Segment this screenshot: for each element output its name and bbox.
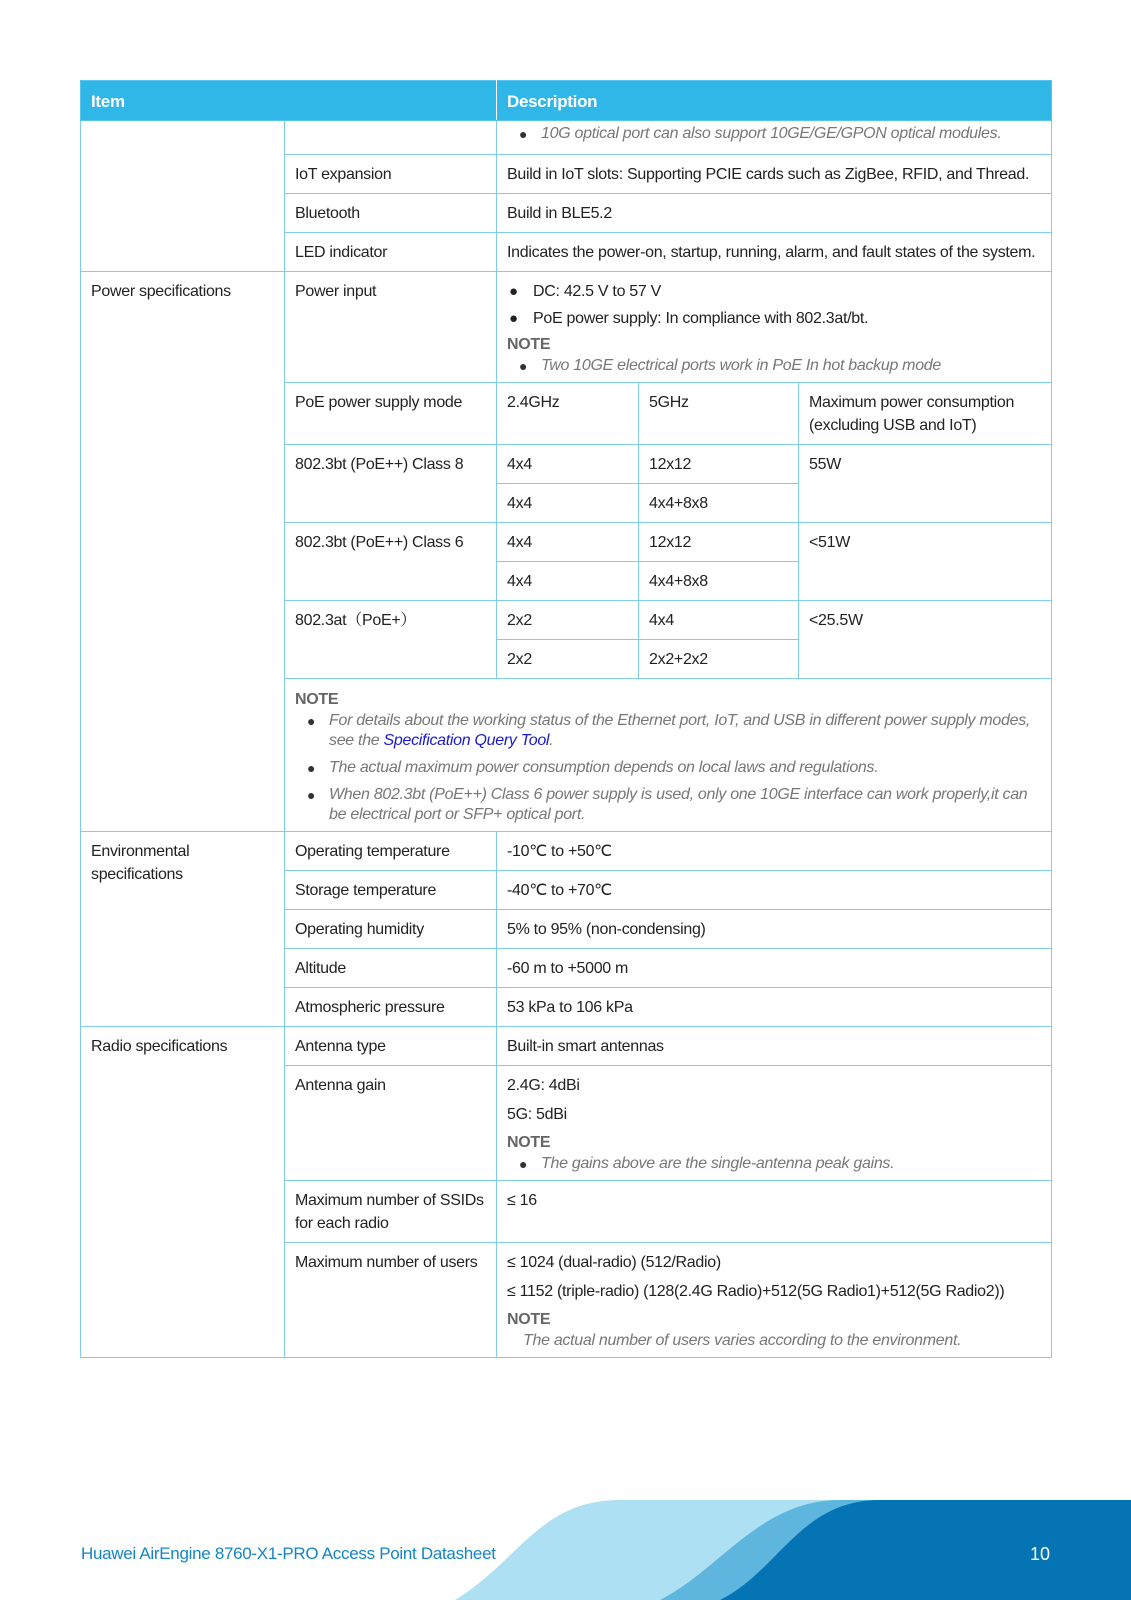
bullet-icon: ●: [519, 126, 528, 142]
table-row: [81, 1027, 1052, 1066]
poe-max-power: 55W: [799, 445, 1052, 523]
item-name: Atmospheric pressure: [285, 988, 497, 1027]
poe-24ghz: 4x4: [497, 484, 639, 523]
note-item: ● 10G optical port can also support 10GE/GE/GPON optical modules.: [519, 125, 1002, 142]
note-item: ● Two 10GE electrical ports work in PoE In hot backup mode: [519, 357, 942, 374]
users-dual-radio: ≤ 1024 (dual-radio) (512/Radio): [507, 1254, 721, 1271]
item-value: -60 m to +5000 m: [497, 949, 1052, 988]
specifications-table: [80, 80, 1052, 1358]
item-value: [497, 272, 1052, 383]
item-value: Built-in smart antennas: [497, 1027, 1052, 1066]
category-radio: Radio specifications: [81, 1027, 285, 1358]
footer-wave-graphic: [0, 1480, 1131, 1600]
poe-header-max-power: Maximum power consumption (excluding USB and IoT): [799, 383, 1052, 445]
item-name: LED indicator: [285, 233, 497, 272]
item-value: Indicates the power-on, startup, running, alarm, and fault states of the system.: [497, 233, 1052, 272]
poe-24ghz: 4x4: [497, 562, 639, 601]
poe-header-5ghz: 5GHz: [639, 383, 799, 445]
poe-header-24ghz: 2.4GHz: [497, 383, 639, 445]
header-item: Item: [81, 81, 497, 121]
description-cell: [497, 121, 1052, 155]
category-environmental: Environmental specifications: [81, 832, 285, 1027]
category-cell-empty: [81, 121, 285, 272]
poe-24ghz: 4x4: [497, 523, 639, 562]
bullet-icon: ●: [509, 283, 518, 300]
bullet-icon: ●: [307, 760, 316, 776]
poe-header-mode: PoE power supply mode: [285, 383, 497, 445]
poe-mode: 802.3bt (PoE++) Class 8: [285, 445, 497, 523]
item-name: Antenna type: [285, 1027, 497, 1066]
item-value: [497, 1066, 1052, 1181]
item-value: Build in IoT slots: Supporting PCIE cards such as ZigBee, RFID, and Thread.: [497, 155, 1052, 194]
list-item: ● PoE power supply: In compliance with 802.3at/bt.: [507, 307, 1041, 330]
item-value: 53 kPa to 106 kPa: [497, 988, 1052, 1027]
poe-5ghz: 2x2+2x2: [639, 640, 799, 679]
note-label: NOTE: [507, 1311, 551, 1328]
item-value: Build in BLE5.2: [497, 194, 1052, 233]
poe-24ghz: 2x2: [497, 640, 639, 679]
bullet-icon: ●: [519, 1156, 528, 1172]
item-value: -40℃ to +70℃: [497, 871, 1052, 910]
users-triple-radio: ≤ 1152 (triple-radio) (128(2.4G Radio)+512(5G Radio1)+512(5G Radio2)): [507, 1283, 1005, 1300]
poe-24ghz: 4x4: [497, 445, 639, 484]
table-row: [81, 272, 1052, 383]
bullet-icon: ●: [307, 787, 316, 803]
table-header-row: [81, 81, 1052, 121]
item-name: Operating temperature: [285, 832, 497, 871]
header-description: Description: [497, 81, 1052, 121]
table-row: [81, 121, 1052, 155]
item-name: Altitude: [285, 949, 497, 988]
item-name: Maximum number of users: [285, 1243, 497, 1358]
item-name: Maximum number of SSIDs for each radio: [285, 1181, 497, 1243]
poe-max-power: <51W: [799, 523, 1052, 601]
item-value: [497, 1243, 1052, 1358]
note-label: NOTE: [507, 336, 551, 353]
item-name: Power input: [285, 272, 497, 383]
note-item: ● The gains above are the single-antenna peak gains.: [519, 1155, 895, 1172]
item-cell-empty: [285, 121, 497, 155]
poe-24ghz: 2x2: [497, 601, 639, 640]
poe-5ghz: 4x4+8x8: [639, 562, 799, 601]
gain-24g: 2.4G: 4dBi: [507, 1077, 580, 1094]
page-number: 10: [1030, 1544, 1051, 1564]
bullet-icon: ●: [307, 713, 316, 729]
footer-document-title: Huawei AirEngine 8760-X1-PRO Access Point Datasheet: [81, 1544, 496, 1563]
list-item: ● DC: 42.5 V to 57 V: [507, 280, 1041, 303]
poe-mode: 802.3at（PoE+）: [285, 601, 497, 679]
poe-5ghz: 12x12: [639, 523, 799, 562]
poe-max-power: <25.5W: [799, 601, 1052, 679]
note-label: NOTE: [295, 691, 339, 708]
gain-5g: 5G: 5dBi: [507, 1106, 567, 1123]
specification-query-tool-link[interactable]: Specification Query Tool: [383, 732, 550, 749]
item-value: -10℃ to +50℃: [497, 832, 1052, 871]
item-name: IoT expansion: [285, 155, 497, 194]
poe-5ghz: 4x4+8x8: [639, 484, 799, 523]
category-power: Power specifications: [81, 272, 285, 832]
table-row: [81, 832, 1052, 871]
poe-mode: 802.3bt (PoE++) Class 6: [285, 523, 497, 601]
item-name: Antenna gain: [285, 1066, 497, 1181]
bullet-icon: ●: [519, 358, 528, 374]
item-value: ≤ 16: [497, 1181, 1052, 1243]
item-value: 5% to 95% (non-condensing): [497, 910, 1052, 949]
power-note-cell: [285, 679, 1052, 832]
poe-5ghz: 12x12: [639, 445, 799, 484]
poe-5ghz: 4x4: [639, 601, 799, 640]
item-name: Operating humidity: [285, 910, 497, 949]
item-name: Storage temperature: [285, 871, 497, 910]
note-item: ● For details about the working status of the Ethernet port, IoT, and USB in different power supply modes, see the Specification Query Tool.: [307, 712, 1031, 749]
note-label: NOTE: [507, 1134, 551, 1151]
item-name: Bluetooth: [285, 194, 497, 233]
note-item: ● When 802.3bt (PoE++) Class 6 power supply is used, only one 10GE interface can work properly,it can be electrical port or SFP+ optical port.: [307, 786, 1028, 823]
bullet-icon: ●: [509, 310, 518, 327]
note-text: The actual number of users varies according to the environment.: [523, 1332, 962, 1349]
note-item: ● The actual maximum power consumption depends on local laws and regulations.: [307, 759, 879, 776]
